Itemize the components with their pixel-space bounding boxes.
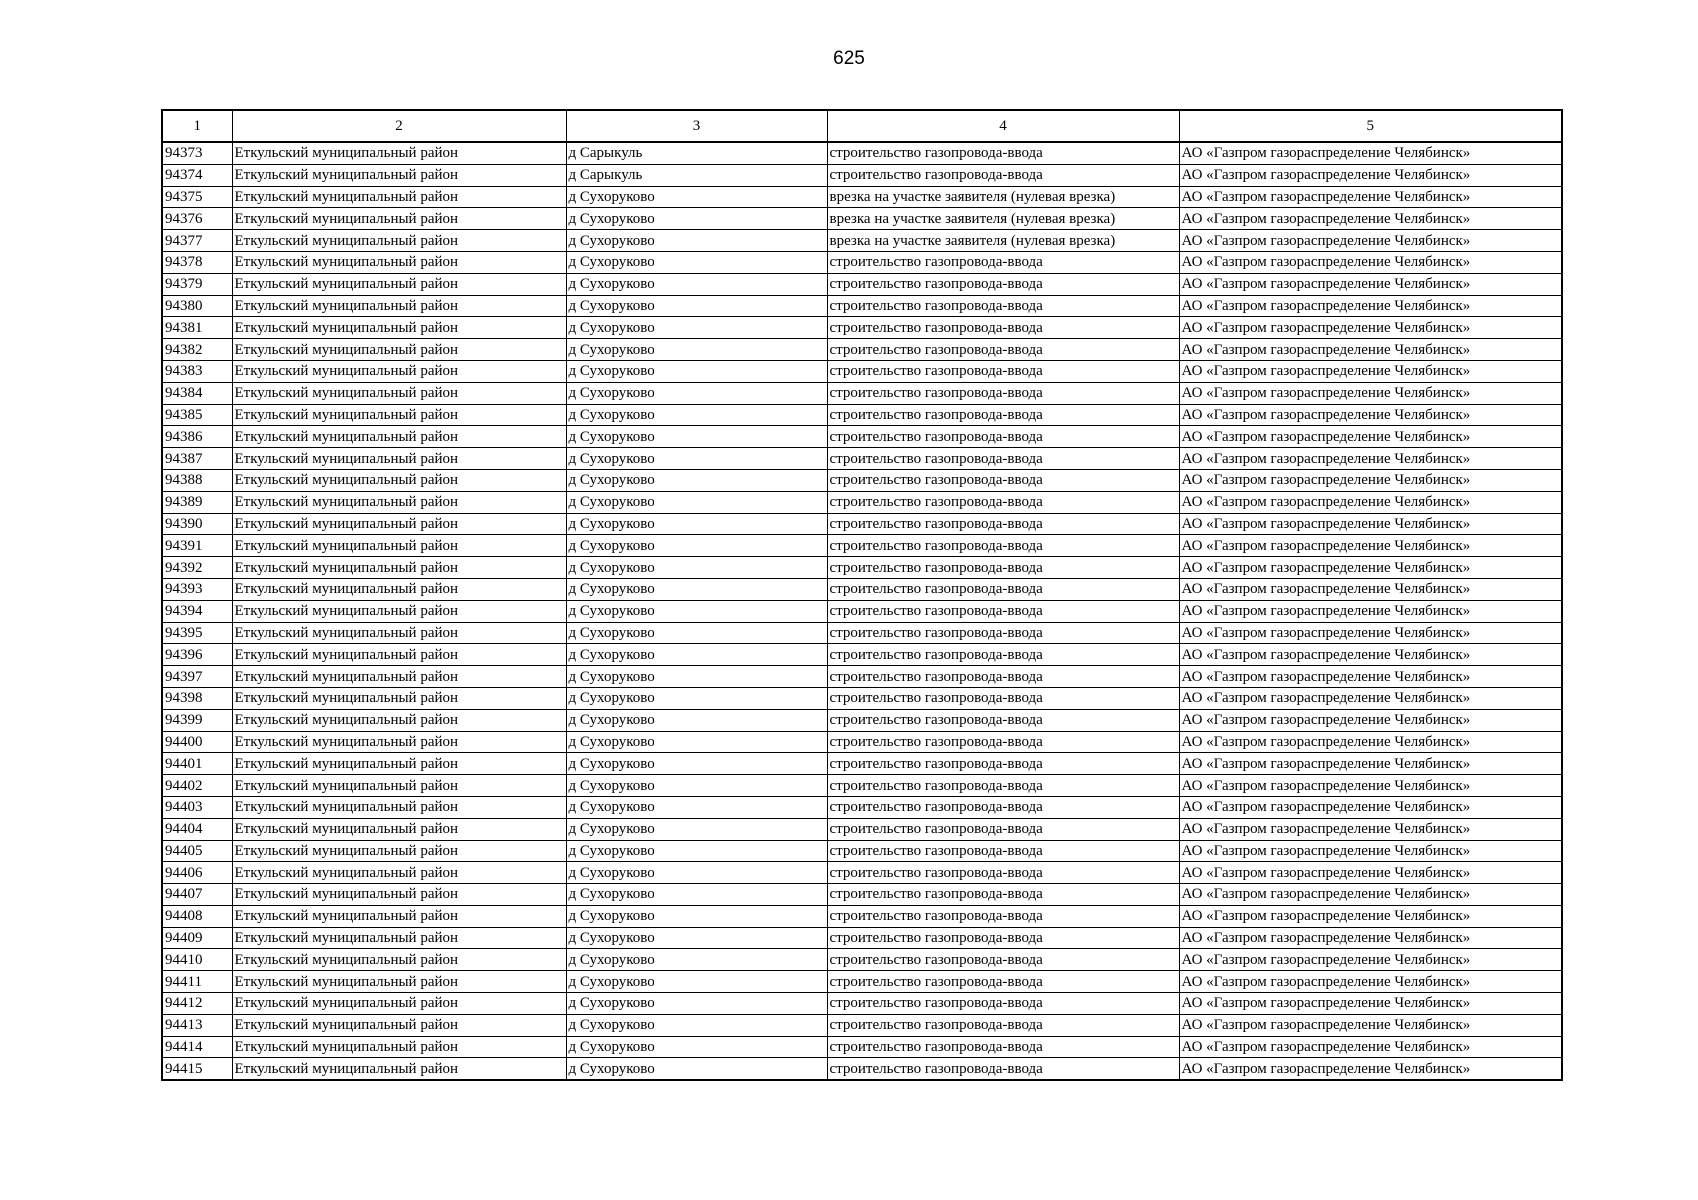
- organization-cell: АО «Газпром газораспределение Челябинск»: [1179, 164, 1562, 186]
- work-type-cell: строительство газопровода-ввода: [827, 404, 1179, 426]
- table-row: [162, 339, 1562, 361]
- row-number-cell: 94414: [162, 1036, 232, 1058]
- work-type-cell: строительство газопровода-ввода: [827, 971, 1179, 993]
- organization-cell: АО «Газпром газораспределение Челябинск»: [1179, 840, 1562, 862]
- settlement-cell: д Сухоруково: [566, 426, 827, 448]
- row-number-cell: 94397: [162, 666, 232, 688]
- work-type-cell: строительство газопровода-ввода: [827, 251, 1179, 273]
- row-number-cell: 94398: [162, 687, 232, 709]
- district-cell: Еткульский муниципальный район: [232, 469, 566, 491]
- work-type-cell: строительство газопровода-ввода: [827, 600, 1179, 622]
- table-row: [162, 796, 1562, 818]
- settlement-cell: д Сухоруково: [566, 513, 827, 535]
- district-cell: Еткульский муниципальный район: [232, 251, 566, 273]
- table-row: [162, 927, 1562, 949]
- organization-cell: АО «Газпром газораспределение Челябинск»: [1179, 404, 1562, 426]
- district-cell: Еткульский муниципальный район: [232, 818, 566, 840]
- table-row: [162, 949, 1562, 971]
- settlement-cell: д Сухоруково: [566, 709, 827, 731]
- table-row: [162, 208, 1562, 230]
- work-type-cell: строительство газопровода-ввода: [827, 840, 1179, 862]
- row-number-cell: 94406: [162, 862, 232, 884]
- page-number: 625: [833, 48, 865, 69]
- organization-cell: АО «Газпром газораспределение Челябинск»: [1179, 448, 1562, 470]
- table-header-row: [162, 110, 1562, 142]
- settlement-cell: д Сухоруково: [566, 1036, 827, 1058]
- work-type-cell: строительство газопровода-ввода: [827, 469, 1179, 491]
- settlement-cell: д Сухоруково: [566, 295, 827, 317]
- row-number-cell: 94412: [162, 993, 232, 1015]
- settlement-cell: д Сухоруково: [566, 273, 827, 295]
- table-row: [162, 731, 1562, 753]
- district-cell: Еткульский муниципальный район: [232, 404, 566, 426]
- work-type-cell: строительство газопровода-ввода: [827, 731, 1179, 753]
- row-number-cell: 94386: [162, 426, 232, 448]
- district-cell: Еткульский муниципальный район: [232, 578, 566, 600]
- settlement-cell: д Сухоруково: [566, 360, 827, 382]
- organization-cell: АО «Газпром газораспределение Челябинск»: [1179, 578, 1562, 600]
- district-cell: Еткульский муниципальный район: [232, 927, 566, 949]
- work-type-cell: врезка на участке заявителя (нулевая врезка): [827, 230, 1179, 252]
- work-type-cell: строительство газопровода-ввода: [827, 513, 1179, 535]
- work-type-cell: врезка на участке заявителя (нулевая врезка): [827, 186, 1179, 208]
- table-row: [162, 469, 1562, 491]
- work-type-cell: строительство газопровода-ввода: [827, 1036, 1179, 1058]
- column-header-5: 5: [1179, 110, 1562, 142]
- work-type-cell: строительство газопровода-ввода: [827, 666, 1179, 688]
- work-type-cell: строительство газопровода-ввода: [827, 578, 1179, 600]
- organization-cell: АО «Газпром газораспределение Челябинск»: [1179, 796, 1562, 818]
- table-row: [162, 404, 1562, 426]
- row-number-cell: 94382: [162, 339, 232, 361]
- table-row: [162, 448, 1562, 470]
- settlement-cell: д Сухоруково: [566, 208, 827, 230]
- district-cell: Еткульский муниципальный район: [232, 796, 566, 818]
- row-number-cell: 94404: [162, 818, 232, 840]
- organization-cell: АО «Газпром газораспределение Челябинск»: [1179, 862, 1562, 884]
- row-number-cell: 94410: [162, 949, 232, 971]
- row-number-cell: 94400: [162, 731, 232, 753]
- district-cell: Еткульский муниципальный район: [232, 295, 566, 317]
- settlement-cell: д Сухоруково: [566, 971, 827, 993]
- organization-cell: АО «Газпром газораспределение Челябинск»: [1179, 731, 1562, 753]
- settlement-cell: д Сухоруково: [566, 927, 827, 949]
- row-number-cell: 94390: [162, 513, 232, 535]
- organization-cell: АО «Газпром газораспределение Челябинск»: [1179, 622, 1562, 644]
- district-cell: Еткульский муниципальный район: [232, 360, 566, 382]
- row-number-cell: 94405: [162, 840, 232, 862]
- table-row: [162, 164, 1562, 186]
- organization-cell: АО «Газпром газораспределение Челябинск»: [1179, 142, 1562, 164]
- row-number-cell: 94409: [162, 927, 232, 949]
- table-row: [162, 993, 1562, 1015]
- organization-cell: АО «Газпром газораспределение Челябинск»: [1179, 339, 1562, 361]
- work-type-cell: строительство газопровода-ввода: [827, 622, 1179, 644]
- table-row: [162, 230, 1562, 252]
- table-row: [162, 709, 1562, 731]
- row-number-cell: 94383: [162, 360, 232, 382]
- row-number-cell: 94373: [162, 142, 232, 164]
- column-header-4: 4: [827, 110, 1179, 142]
- district-cell: Еткульский муниципальный район: [232, 491, 566, 513]
- organization-cell: АО «Газпром газораспределение Челябинск»: [1179, 1058, 1562, 1080]
- district-cell: Еткульский муниципальный район: [232, 775, 566, 797]
- table-row: [162, 382, 1562, 404]
- settlement-cell: д Сухоруково: [566, 600, 827, 622]
- district-cell: Еткульский муниципальный район: [232, 1014, 566, 1036]
- table-row: [162, 884, 1562, 906]
- district-cell: Еткульский муниципальный район: [232, 426, 566, 448]
- table-row: [162, 426, 1562, 448]
- organization-cell: АО «Газпром газораспределение Челябинск»: [1179, 360, 1562, 382]
- district-cell: Еткульский муниципальный район: [232, 448, 566, 470]
- work-type-cell: строительство газопровода-ввода: [827, 448, 1179, 470]
- organization-cell: АО «Газпром газораспределение Челябинск»: [1179, 949, 1562, 971]
- settlement-cell: д Сарыкуль: [566, 164, 827, 186]
- table-row: [162, 905, 1562, 927]
- table-row: [162, 666, 1562, 688]
- settlement-cell: д Сухоруково: [566, 687, 827, 709]
- table-row: [162, 535, 1562, 557]
- table-row: [162, 622, 1562, 644]
- row-number-cell: 94384: [162, 382, 232, 404]
- table-row: [162, 578, 1562, 600]
- settlement-cell: д Сухоруково: [566, 644, 827, 666]
- table-row: [162, 491, 1562, 513]
- district-cell: Еткульский муниципальный район: [232, 993, 566, 1015]
- work-type-cell: строительство газопровода-ввода: [827, 339, 1179, 361]
- organization-cell: АО «Газпром газораспределение Челябинск»: [1179, 426, 1562, 448]
- district-cell: Еткульский муниципальный район: [232, 513, 566, 535]
- row-number-cell: 94374: [162, 164, 232, 186]
- work-type-cell: строительство газопровода-ввода: [827, 273, 1179, 295]
- settlement-cell: д Сухоруково: [566, 535, 827, 557]
- table-row: [162, 317, 1562, 339]
- work-type-cell: строительство газопровода-ввода: [827, 905, 1179, 927]
- work-type-cell: строительство газопровода-ввода: [827, 709, 1179, 731]
- table-row: [162, 513, 1562, 535]
- organization-cell: АО «Газпром газораспределение Челябинск»: [1179, 469, 1562, 491]
- district-cell: Еткульский муниципальный район: [232, 186, 566, 208]
- district-cell: Еткульский муниципальный район: [232, 709, 566, 731]
- table-row: [162, 273, 1562, 295]
- table-row: [162, 753, 1562, 775]
- district-cell: Еткульский муниципальный район: [232, 862, 566, 884]
- work-type-cell: строительство газопровода-ввода: [827, 796, 1179, 818]
- column-header-1: 1: [162, 110, 232, 142]
- organization-cell: АО «Газпром газораспределение Челябинск»: [1179, 927, 1562, 949]
- work-type-cell: строительство газопровода-ввода: [827, 491, 1179, 513]
- row-number-cell: 94378: [162, 251, 232, 273]
- settlement-cell: д Сухоруково: [566, 469, 827, 491]
- organization-cell: АО «Газпром газораспределение Челябинск»: [1179, 535, 1562, 557]
- work-type-cell: строительство газопровода-ввода: [827, 927, 1179, 949]
- work-type-cell: строительство газопровода-ввода: [827, 775, 1179, 797]
- row-number-cell: 94377: [162, 230, 232, 252]
- work-type-cell: строительство газопровода-ввода: [827, 862, 1179, 884]
- table-row: [162, 557, 1562, 579]
- table-body: [162, 142, 1562, 1080]
- district-cell: Еткульский муниципальный район: [232, 971, 566, 993]
- work-type-cell: строительство газопровода-ввода: [827, 360, 1179, 382]
- row-number-cell: 94389: [162, 491, 232, 513]
- district-cell: Еткульский муниципальный район: [232, 731, 566, 753]
- district-cell: Еткульский муниципальный район: [232, 1058, 566, 1080]
- row-number-cell: 94403: [162, 796, 232, 818]
- district-cell: Еткульский муниципальный район: [232, 622, 566, 644]
- settlement-cell: д Сухоруково: [566, 993, 827, 1015]
- work-type-cell: врезка на участке заявителя (нулевая врезка): [827, 208, 1179, 230]
- row-number-cell: 94387: [162, 448, 232, 470]
- work-type-cell: строительство газопровода-ввода: [827, 644, 1179, 666]
- organization-cell: АО «Газпром газораспределение Челябинск»: [1179, 971, 1562, 993]
- table-row: [162, 687, 1562, 709]
- district-cell: Еткульский муниципальный район: [232, 339, 566, 361]
- district-cell: Еткульский муниципальный район: [232, 884, 566, 906]
- table-row: [162, 600, 1562, 622]
- settlement-cell: д Сухоруково: [566, 382, 827, 404]
- organization-cell: АО «Газпром газораспределение Челябинск»: [1179, 600, 1562, 622]
- row-number-cell: 94393: [162, 578, 232, 600]
- settlement-cell: д Сухоруково: [566, 578, 827, 600]
- organization-cell: АО «Газпром газораспределение Челябинск»: [1179, 818, 1562, 840]
- work-type-cell: строительство газопровода-ввода: [827, 535, 1179, 557]
- organization-cell: АО «Газпром газораспределение Челябинск»: [1179, 666, 1562, 688]
- table-row: [162, 251, 1562, 273]
- organization-cell: АО «Газпром газораспределение Челябинск»: [1179, 644, 1562, 666]
- settlement-cell: д Сухоруково: [566, 905, 827, 927]
- district-cell: Еткульский муниципальный район: [232, 905, 566, 927]
- settlement-cell: д Сухоруково: [566, 622, 827, 644]
- settlement-cell: д Сухоруково: [566, 230, 827, 252]
- work-type-cell: строительство газопровода-ввода: [827, 818, 1179, 840]
- district-cell: Еткульский муниципальный район: [232, 273, 566, 295]
- table-row: [162, 142, 1562, 164]
- settlement-cell: д Сухоруково: [566, 731, 827, 753]
- table-row: [162, 1058, 1562, 1080]
- organization-cell: АО «Газпром газораспределение Челябинск»: [1179, 186, 1562, 208]
- row-number-cell: 94388: [162, 469, 232, 491]
- row-number-cell: 94380: [162, 295, 232, 317]
- organization-cell: АО «Газпром газораспределение Челябинск»: [1179, 382, 1562, 404]
- settlement-cell: д Сухоруково: [566, 1058, 827, 1080]
- organization-cell: АО «Газпром газораспределение Челябинск»: [1179, 491, 1562, 513]
- organization-cell: АО «Газпром газораспределение Челябинск»: [1179, 295, 1562, 317]
- organization-cell: АО «Газпром газораспределение Челябинск»: [1179, 687, 1562, 709]
- table-row: [162, 971, 1562, 993]
- row-number-cell: 94381: [162, 317, 232, 339]
- organization-cell: АО «Газпром газораспределение Челябинск»: [1179, 709, 1562, 731]
- organization-cell: АО «Газпром газораспределение Челябинск»: [1179, 753, 1562, 775]
- district-cell: Еткульский муниципальный район: [232, 382, 566, 404]
- row-number-cell: 94399: [162, 709, 232, 731]
- row-number-cell: 94385: [162, 404, 232, 426]
- district-cell: Еткульский муниципальный район: [232, 208, 566, 230]
- settlement-cell: д Сухоруково: [566, 666, 827, 688]
- row-number-cell: 94415: [162, 1058, 232, 1080]
- table-row: [162, 862, 1562, 884]
- district-cell: Еткульский муниципальный район: [232, 535, 566, 557]
- district-cell: Еткульский муниципальный район: [232, 600, 566, 622]
- settlement-cell: д Сухоруково: [566, 339, 827, 361]
- organization-cell: АО «Газпром газораспределение Челябинск»: [1179, 884, 1562, 906]
- organization-cell: АО «Газпром газораспределение Челябинск»: [1179, 905, 1562, 927]
- district-cell: Еткульский муниципальный район: [232, 753, 566, 775]
- district-cell: Еткульский муниципальный район: [232, 949, 566, 971]
- organization-cell: АО «Газпром газораспределение Челябинск»: [1179, 993, 1562, 1015]
- row-number-cell: 94394: [162, 600, 232, 622]
- data-table: [161, 109, 1563, 1081]
- table-row: [162, 644, 1562, 666]
- row-number-cell: 94411: [162, 971, 232, 993]
- work-type-cell: строительство газопровода-ввода: [827, 164, 1179, 186]
- district-cell: Еткульский муниципальный район: [232, 230, 566, 252]
- table-row: [162, 1036, 1562, 1058]
- district-cell: Еткульский муниципальный район: [232, 317, 566, 339]
- row-number-cell: 94402: [162, 775, 232, 797]
- organization-cell: АО «Газпром газораспределение Челябинск»: [1179, 273, 1562, 295]
- settlement-cell: д Сухоруково: [566, 557, 827, 579]
- district-cell: Еткульский муниципальный район: [232, 142, 566, 164]
- row-number-cell: 94407: [162, 884, 232, 906]
- district-cell: Еткульский муниципальный район: [232, 1036, 566, 1058]
- settlement-cell: д Сухоруково: [566, 818, 827, 840]
- row-number-cell: 94401: [162, 753, 232, 775]
- row-number-cell: 94395: [162, 622, 232, 644]
- district-cell: Еткульский муниципальный район: [232, 164, 566, 186]
- work-type-cell: строительство газопровода-ввода: [827, 142, 1179, 164]
- district-cell: Еткульский муниципальный район: [232, 557, 566, 579]
- row-number-cell: 94391: [162, 535, 232, 557]
- work-type-cell: строительство газопровода-ввода: [827, 317, 1179, 339]
- table-row: [162, 186, 1562, 208]
- work-type-cell: строительство газопровода-ввода: [827, 1058, 1179, 1080]
- settlement-cell: д Сухоруково: [566, 404, 827, 426]
- settlement-cell: д Сухоруково: [566, 317, 827, 339]
- column-header-2: 2: [232, 110, 566, 142]
- settlement-cell: д Сухоруково: [566, 949, 827, 971]
- settlement-cell: д Сухоруково: [566, 448, 827, 470]
- work-type-cell: строительство газопровода-ввода: [827, 1014, 1179, 1036]
- table-row: [162, 295, 1562, 317]
- organization-cell: АО «Газпром газораспределение Челябинск»: [1179, 557, 1562, 579]
- work-type-cell: строительство газопровода-ввода: [827, 426, 1179, 448]
- organization-cell: АО «Газпром газораспределение Челябинск»: [1179, 317, 1562, 339]
- table-row: [162, 1014, 1562, 1036]
- organization-cell: АО «Газпром газораспределение Челябинск»: [1179, 775, 1562, 797]
- settlement-cell: д Сухоруково: [566, 862, 827, 884]
- column-header-3: 3: [566, 110, 827, 142]
- district-cell: Еткульский муниципальный район: [232, 644, 566, 666]
- organization-cell: АО «Газпром газораспределение Челябинск»: [1179, 1036, 1562, 1058]
- settlement-cell: д Сухоруково: [566, 251, 827, 273]
- organization-cell: АО «Газпром газораспределение Челябинск»: [1179, 513, 1562, 535]
- work-type-cell: строительство газопровода-ввода: [827, 949, 1179, 971]
- work-type-cell: строительство газопровода-ввода: [827, 993, 1179, 1015]
- work-type-cell: строительство газопровода-ввода: [827, 557, 1179, 579]
- district-cell: Еткульский муниципальный район: [232, 840, 566, 862]
- row-number-cell: 94392: [162, 557, 232, 579]
- row-number-cell: 94376: [162, 208, 232, 230]
- row-number-cell: 94396: [162, 644, 232, 666]
- work-type-cell: строительство газопровода-ввода: [827, 884, 1179, 906]
- row-number-cell: 94413: [162, 1014, 232, 1036]
- table-row: [162, 775, 1562, 797]
- organization-cell: АО «Газпром газораспределение Челябинск»: [1179, 251, 1562, 273]
- table-row: [162, 840, 1562, 862]
- row-number-cell: 94375: [162, 186, 232, 208]
- district-cell: Еткульский муниципальный район: [232, 666, 566, 688]
- work-type-cell: строительство газопровода-ввода: [827, 382, 1179, 404]
- settlement-cell: д Сухоруково: [566, 775, 827, 797]
- work-type-cell: строительство газопровода-ввода: [827, 753, 1179, 775]
- organization-cell: АО «Газпром газораспределение Челябинск»: [1179, 1014, 1562, 1036]
- district-cell: Еткульский муниципальный район: [232, 687, 566, 709]
- settlement-cell: д Сухоруково: [566, 840, 827, 862]
- organization-cell: АО «Газпром газораспределение Челябинск»: [1179, 230, 1562, 252]
- table-row: [162, 818, 1562, 840]
- settlement-cell: д Сухоруково: [566, 186, 827, 208]
- settlement-cell: д Сухоруково: [566, 753, 827, 775]
- work-type-cell: строительство газопровода-ввода: [827, 295, 1179, 317]
- settlement-cell: д Сухоруково: [566, 884, 827, 906]
- settlement-cell: д Сухоруково: [566, 796, 827, 818]
- work-type-cell: строительство газопровода-ввода: [827, 687, 1179, 709]
- table-row: [162, 360, 1562, 382]
- settlement-cell: д Сарыкуль: [566, 142, 827, 164]
- row-number-cell: 94408: [162, 905, 232, 927]
- settlement-cell: д Сухоруково: [566, 1014, 827, 1036]
- row-number-cell: 94379: [162, 273, 232, 295]
- settlement-cell: д Сухоруково: [566, 491, 827, 513]
- organization-cell: АО «Газпром газораспределение Челябинск»: [1179, 208, 1562, 230]
